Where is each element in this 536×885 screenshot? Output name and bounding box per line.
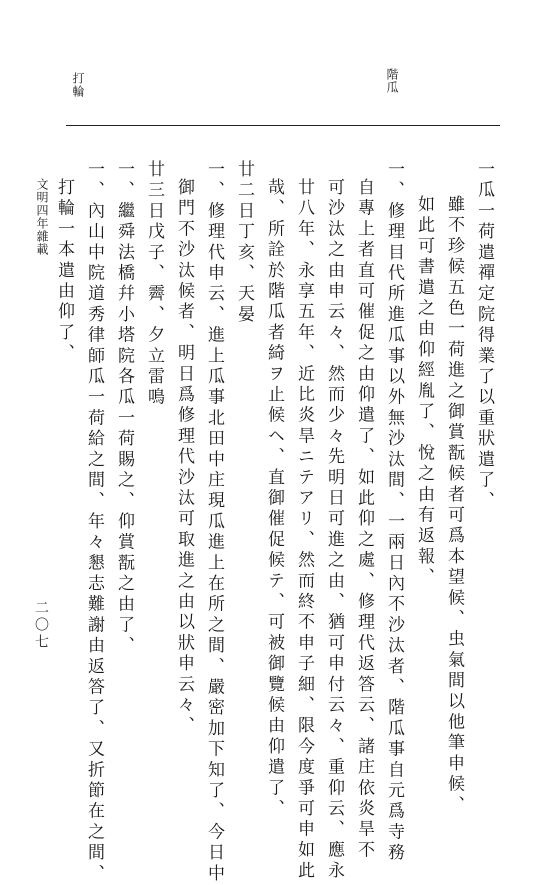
text-line: 哉、所詮於階瓜者綺ヲ止候ヘ、直御催促候テ、可被御覽候由仰遣了、	[264, 178, 284, 820]
text-line: 一、內山中院道秀律師瓜一荷給之間、年々懇志難謝由返答了、又折節在之間、	[84, 160, 104, 885]
text-line: 可沙汰之由申云々、然而少々先明日可進之由、猶可申付云々、重仰云、應永	[324, 178, 344, 882]
text-line: 打輪一本遣由仰了、	[54, 178, 74, 365]
text-line: 廿八年、永享五年、近比炎旱ニテアリ、然而終不申子細、限今度爭可申如此	[294, 178, 314, 882]
text-line: 雖不珍候五色一荷進之御賞翫候者可爲本望候、虫氣間以他筆申候、	[444, 195, 464, 816]
text-line: 如此可書遣之由仰經胤了、悅之由有返報、	[414, 195, 434, 589]
text-line: 廿二日丁亥、天晏	[234, 160, 254, 326]
text-line: 一、修理目代所進瓜事以外無沙汰間、一兩日內不沙汰者、階瓜事自元爲寺務	[384, 160, 404, 864]
text-line: 一、繼舜法橋幷小塔院各瓜一荷賜之、仰賞翫之由了、	[114, 160, 134, 657]
text-line: 一瓜一荷遣禪定院得業了以重狀遣了、	[474, 160, 494, 512]
header-rule	[66, 125, 500, 126]
text-line: 一、修理代申云、進上瓜事北田中庄現瓜進上在所之間、嚴密加下知了、今日中	[204, 160, 224, 885]
running-header-right: 階瓜	[385, 68, 399, 94]
running-header-left: 打輪	[71, 72, 85, 98]
text-line: 御門不沙汰候者、明日爲修理代沙汰可取進之由以狀申云々、	[174, 178, 194, 737]
page-number: 二〇七	[33, 600, 49, 651]
text-line: 自專上者直可催促之由仰遣了、如此仰之處、修理代返答云、諸庄依炎旱不	[354, 178, 374, 862]
text-line: 廿三日戊子、霽、夕立雷鳴	[144, 160, 164, 409]
book-title: 文明四年雜載	[35, 178, 49, 256]
